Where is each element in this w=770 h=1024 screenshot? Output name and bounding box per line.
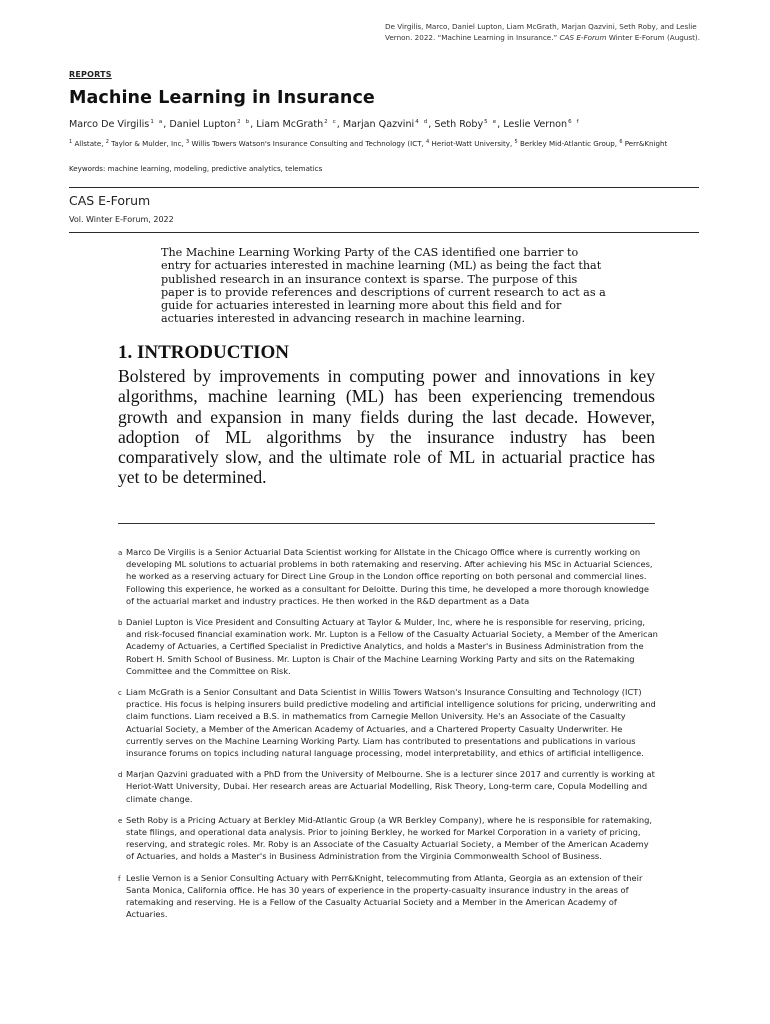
footnote-text: Marjan Qazvini graduated with a PhD from the University of Melbourne. She is a lecturer since 2017 and currently is working at Heriot-Watt University, Dubai. Her research areas are Actuarial Modelling, Risk Theory, Long-term care, Copula Modelling and climate change. xyxy=(126,769,655,804)
affil-text: Heriot-Watt University, xyxy=(429,139,515,148)
affil-num: 6 xyxy=(619,139,623,145)
footnote-divider xyxy=(118,523,655,524)
footnote xyxy=(118,872,658,921)
author-affil-sup: 2 xyxy=(324,119,328,125)
affil-text: Willis Towers Watson's Insurance Consulting and Technology (ICT, xyxy=(189,139,427,148)
keywords: Keywords: machine learning, modeling, predictive analytics, telematics xyxy=(69,164,323,173)
author-note-sup[interactable]: e xyxy=(492,119,497,125)
author-note-sup[interactable]: a xyxy=(158,119,163,125)
author-name: Leslie Vernon xyxy=(503,119,568,130)
affil-num: 5 xyxy=(514,139,518,145)
divider xyxy=(69,187,699,188)
author-note-sup[interactable]: f xyxy=(576,119,579,125)
footnote xyxy=(118,686,658,759)
footnote xyxy=(118,814,658,863)
author-name: Marco De Virgilis xyxy=(69,119,150,130)
section-label[interactable]: REPORTS xyxy=(69,70,112,79)
footnote xyxy=(118,768,658,805)
author-name: Liam McGrath xyxy=(256,119,324,130)
footnote xyxy=(118,546,658,607)
footnote-text: Marco De Virgilis is a Senior Actuarial Data Scientist working for Allstate in the Chicago Office where is currently working on developing ML solutions to actuarial problems in both ratemaking and reserving. After achieving his MSc in Actuarial Sciences, he worked as a reserving actuary for Direct Line Group in the London office reporting on both personal and commercial lines. Following this experience, he worked as a consultant for Deloitte. During this time, he developed a more thorough knowledge of the actuarial market and industry practices. He then worked in the R&D department as a Data xyxy=(126,547,653,606)
author-name: Daniel Lupton xyxy=(169,119,237,130)
footnote-marker[interactable]: e xyxy=(118,816,123,825)
footnote-text: Seth Roby is a Pricing Actuary at Berkley Mid-Atlantic Group (a WR Berkley Company), where he is responsible for ratemaking, state filings, and operational data analysis. Prior to joining Berkley, he worked for Markel Corporation in a variety of pricing, reserving, and strategic roles. Mr. Roby is an Associate of the Casualty Actuarial Society, a Member of the American Academy of Actuaries, and holds a Master's in Business Administration from the Virginia Commonwealth School of Business. xyxy=(126,814,653,862)
author-affil-sup: 4 xyxy=(415,119,419,125)
affiliations xyxy=(69,137,709,150)
affil-text: Berkley Mid-Atlantic Group, xyxy=(517,139,620,148)
divider xyxy=(69,232,699,233)
author-affil-sup: 5 xyxy=(484,119,488,125)
citation-journal: CAS E-Forum xyxy=(559,32,607,42)
footnote xyxy=(118,616,658,677)
journal-volume: Vol. Winter E-Forum, 2022 xyxy=(69,215,174,224)
affil-num: 3 xyxy=(186,139,190,145)
affil-text: Taylor & Mulder, Inc, xyxy=(108,139,187,148)
section-heading: 1. INTRODUCTION xyxy=(118,342,290,363)
author-note-sup[interactable]: d xyxy=(423,119,428,125)
author-list: Marco De Virgilis$^1$ $^a$, Daniel Lupton$^2$ $^b$, Liam McGrath$^2$ $^c$, Marjan Qazvini$^4$ $^d$, Seth Roby$^5$ $^e$, Leslie Vernon$^6$ $^f$ xyxy=(69,119,579,130)
author-note-sup[interactable]: c xyxy=(332,119,336,125)
page-title: Machine Learning in Insurance xyxy=(69,88,375,108)
footnote-marker[interactable]: d xyxy=(118,771,123,780)
citation-header xyxy=(385,22,715,43)
author-affil-sup: 1 xyxy=(150,119,154,125)
affil-num: 1 xyxy=(69,139,73,145)
section-body: Bolstered by improvements in computing power and innovations in key algorithms, machine learning (ML) has been experiencing tremendous growth and expansion in many fields during the last decade. However, adoption of ML algorithms by the insurance industry has been comparatively slow, and the ultimate role of ML in actuarial practice has yet to be determined. xyxy=(118,366,655,488)
author-affil-sup: 6 xyxy=(568,119,572,125)
author-name: Seth Roby xyxy=(434,119,484,130)
footnote-text: Daniel Lupton is Vice President and Consulting Actuary at Taylor & Mulder, Inc, where he is responsible for reserving, pricing, and risk-focused financial examination work. Mr. Lupton is a Fellow of the Casualty Actuarial Society, a Member of the American Academy of Actuaries, a Certified Specialist in Predictive Analytics, and holds a Master's in Business Administration from the Robert H. Smith School of Business. Mr. Lupton is Chair of the Machine Learning Working Party and sits on the Ratemaking Committee and the Committee on Risk. xyxy=(126,617,658,676)
author-affil-sup: 2 xyxy=(237,119,241,125)
footnote-text: Liam McGrath is a Senior Consultant and Data Scientist in Willis Towers Watson's Insurance Consulting and Technology (ICT) practice. His focus is helping insurers build predictive modeling and artificial intelligence solutions for pricing, underwriting and claim functions. Liam received a B.S. in mathematics from Carnegie Mellon University. He's an Associate of the Casualty Actuarial Society, a Member of the American Academy of Actuaries, and a Chartered Property Casualty Underwriter. He currently serves on the Machine Learning Working Party. Liam has contributed to presentations and publications in various insurance forums on topics including natural language processing, model interpretability, and ethics of artificial intelligence. xyxy=(126,687,656,759)
footnote-marker[interactable]: c xyxy=(118,689,122,698)
citation-tail: Winter E-Forum (August). xyxy=(606,32,701,42)
citation-text: De Virgilis, Marco, Daniel Lupton, Liam McGrath, Marjan Qazvini, Seth Roby, and Leslie Vernon. 2022. “Machine Learning in Insurance.” xyxy=(385,22,697,42)
journal-name: CAS E-Forum xyxy=(69,193,151,208)
affil-text: Perr&Knight xyxy=(622,139,668,148)
abstract: The Machine Learning Working Party of the CAS identified one barrier to entry for actuaries interested in machine learning (ML) as being the fact that published research in an insurance context is sparse. The purpose of this paper is to provide references and descriptions of current research to act as a guide for actuaries interested in learning more about this field and for actuaries interested in advancing research in machine learning. xyxy=(161,246,606,326)
affil-text: Allstate, xyxy=(72,139,106,148)
author-name: Marjan Qazvini xyxy=(342,119,415,130)
footnote-text: Leslie Vernon is a Senior Consulting Actuary with Perr&Knight, telecommuting from Atlanta, Georgia as an extension of their Santa Monica, California office. He has 30 years of experience in the property-casualty insurance industry in the areas of ratemaking and reserving. He is a Fellow of the Casualty Actuarial Society and a Member in the American Academy of Actuaries. xyxy=(126,872,643,920)
author-note-sup[interactable]: b xyxy=(245,119,250,125)
footnote-marker[interactable]: f xyxy=(118,874,121,883)
affil-num: 4 xyxy=(426,139,430,145)
footnote-marker[interactable]: b xyxy=(118,619,123,628)
affil-num: 2 xyxy=(105,139,109,145)
footnote-marker[interactable]: a xyxy=(118,549,123,557)
footnotes xyxy=(118,546,658,929)
